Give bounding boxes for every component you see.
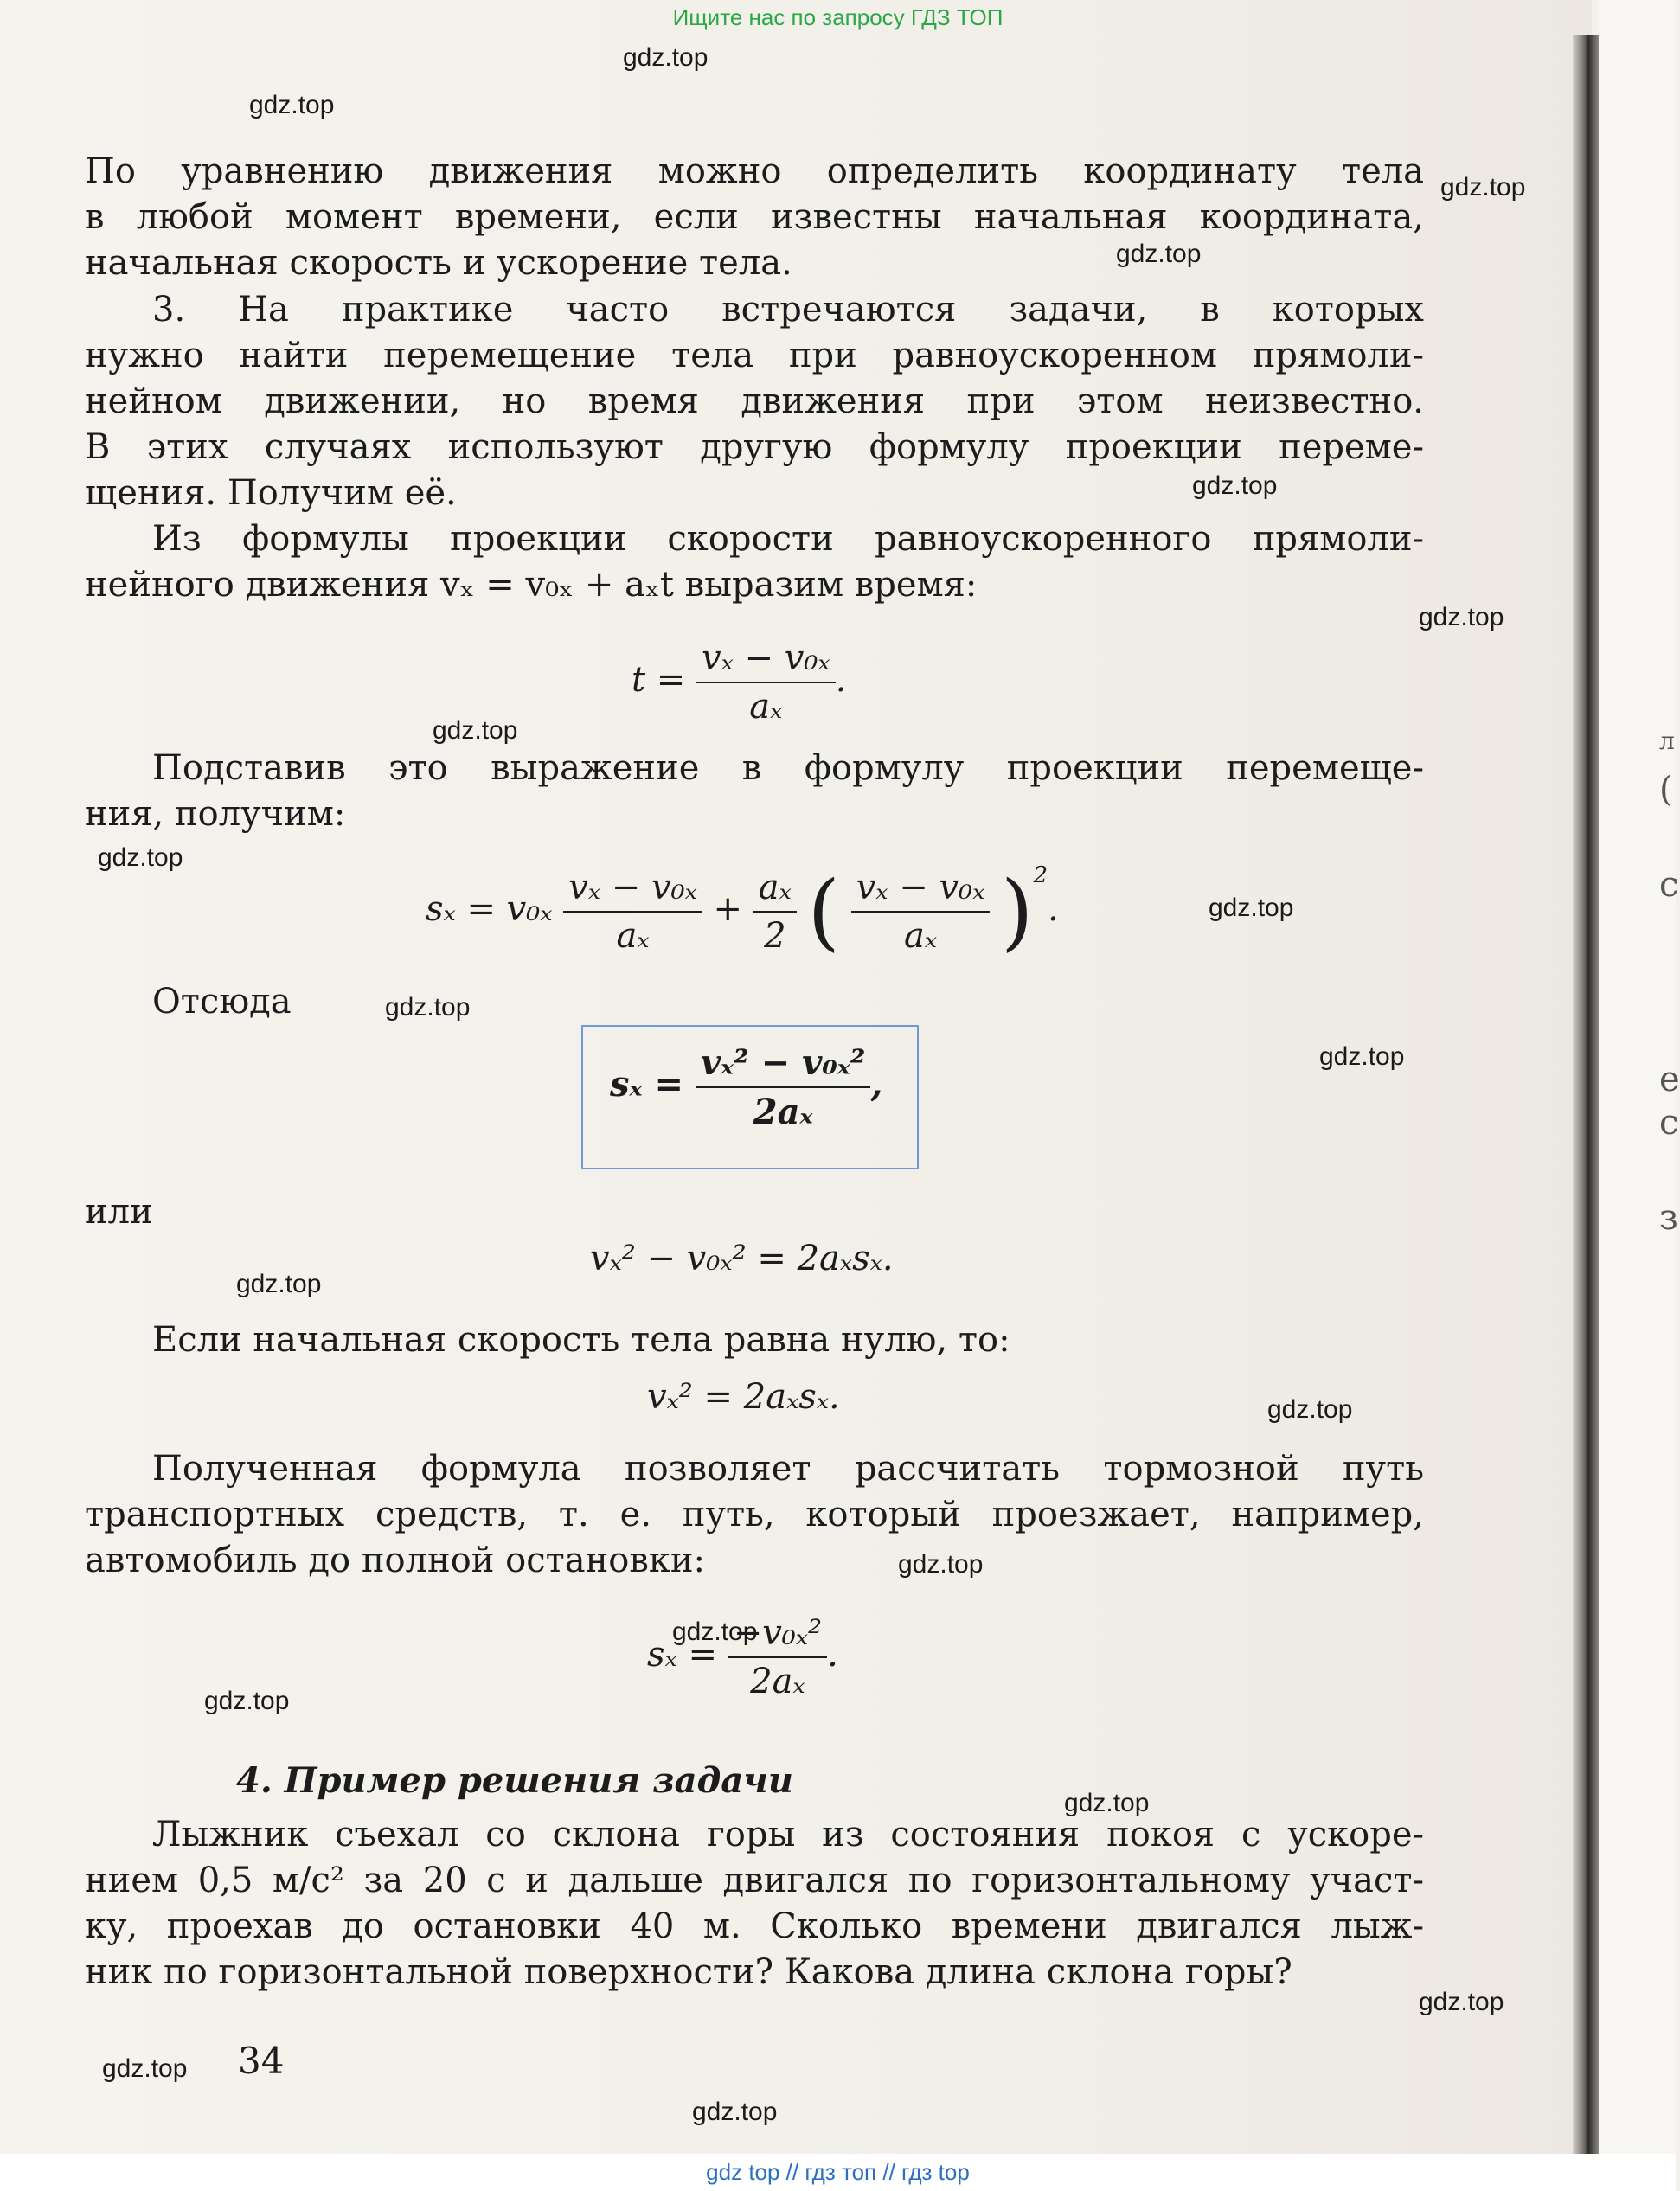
formula-time	[632, 638, 846, 727]
word-ili	[85, 1189, 344, 1235]
fraction-denominator: 2aₓ	[753, 1092, 813, 1132]
paragraph-section-3	[85, 287, 1424, 516]
fraction-numerator: vₓ² − v₀ₓ²	[696, 1042, 870, 1088]
watermark: gdz.top	[236, 1270, 322, 1298]
watermark: gdz.top	[1116, 240, 1202, 268]
paragraph-velocity-formula	[85, 516, 1424, 608]
watermark: gdz.top	[385, 993, 471, 1022]
next-page-char: (	[1659, 770, 1673, 810]
watermark: gdz.top	[249, 91, 335, 119]
text-line: ку, проехав до остановки 40 м. Сколько времени двигался лыж-	[85, 1906, 1424, 1946]
paragraph-braking	[85, 1446, 1424, 1584]
section-heading: 4. Пример решения задачи	[236, 1760, 793, 1801]
watermark: gdz.top	[1192, 471, 1278, 500]
watermark: gdz.top	[204, 1687, 290, 1715]
next-page-char: с	[1659, 1103, 1679, 1143]
text-line: нужно найти перемещение тела при равноускоренном прямоли-	[85, 336, 1424, 375]
text-line: По уравнению движения можно определить координату тела	[85, 151, 1424, 191]
text-line: или	[85, 1192, 153, 1232]
fraction	[696, 638, 836, 727]
watermark: gdz.top	[692, 2098, 778, 2126]
text-line: щения. Получим её.	[85, 473, 457, 513]
fraction	[851, 868, 991, 956]
text-line: автомобиль до полной остановки:	[85, 1541, 705, 1580]
text-line: Если начальная скорость тела равна нулю, то:	[152, 1320, 1010, 1360]
paren-open: (	[807, 863, 840, 960]
plus-sign: +	[713, 889, 743, 929]
fraction-denominator: aₓ	[903, 916, 938, 956]
formula-punct: .	[1048, 889, 1059, 929]
text-line: 3. На практике часто встречаются задачи, в которых	[152, 290, 1424, 330]
watermark: gdz.top	[1419, 603, 1504, 631]
formula-punct: ,	[870, 1064, 883, 1105]
exponent: 2	[1033, 862, 1048, 888]
text-line: нейного движения vₓ = v₀ₓ + aₓt выразим время:	[85, 565, 978, 605]
fraction	[696, 1042, 870, 1132]
next-page-char: з	[1659, 1198, 1678, 1238]
formula-zero-velocity: vₓ² = 2aₓsₓ.	[647, 1377, 840, 1417]
text-line: ник по горизонтальной поверхности? Какова длина склона горы?	[85, 1952, 1292, 1992]
watermark: gdz.top	[1064, 1789, 1150, 1817]
fraction-denominator: aₓ	[616, 916, 650, 956]
text-line: Полученная формула позволяет рассчитать тормозной путь	[152, 1449, 1424, 1489]
text-line: начальная скорость и ускорение тела.	[85, 243, 792, 283]
next-page-char: с	[1659, 865, 1679, 905]
formula-alt: vₓ² − v₀ₓ² = 2aₓsₓ.	[590, 1239, 894, 1278]
text-line: Из формулы проекции скорости равноускоренного прямоли-	[152, 519, 1424, 559]
formula-displacement-main	[610, 1042, 882, 1132]
paragraph-coordinate	[85, 149, 1424, 286]
fraction-numerator: vₓ − v₀ₓ	[563, 868, 702, 913]
bottom-banner[interactable]: gdz top // гдз топ // гдз top	[0, 2154, 1676, 2191]
formula-punct: .	[835, 660, 847, 700]
next-page-char: л	[1659, 727, 1675, 755]
next-page-char: е	[1659, 1060, 1680, 1099]
watermark: gdz.top	[98, 843, 183, 872]
text-line: Отсюда	[152, 982, 292, 1022]
fraction	[563, 868, 702, 956]
formula-displacement-substituted	[426, 863, 1059, 960]
watermark: gdz.top	[672, 1618, 758, 1646]
watermark: gdz.top	[433, 716, 518, 745]
fraction-numerator: vₓ − v₀ₓ	[696, 638, 836, 683]
formula-lhs: sₓ =	[610, 1064, 683, 1105]
text-line: ния, получим:	[85, 794, 346, 834]
text-line: нием 0,5 м/с² за 20 с и дальше двигался по горизонтальному участ-	[85, 1861, 1424, 1900]
top-banner[interactable]: Ищите нас по запросу ГДЗ ТОП	[672, 4, 1004, 30]
formula-lhs: sₓ = v₀ₓ	[426, 889, 553, 929]
text-line: Лыжник съехал со склона горы из состояния покоя с ускоре-	[152, 1815, 1424, 1855]
formula-braking	[647, 1613, 838, 1701]
text-line: В этих случаях используют другую формулу проекции переме-	[85, 427, 1424, 467]
word-otsyuda	[85, 979, 431, 1025]
fraction-numerator: −v₀ₓ²	[728, 1613, 827, 1658]
watermark: gdz.top	[623, 43, 709, 72]
paragraph-substitution	[85, 746, 1424, 837]
watermark: gdz.top	[1267, 1395, 1353, 1424]
formula-punct: .	[827, 1635, 838, 1675]
fraction	[728, 1613, 827, 1701]
fraction-denominator: aₓ	[749, 687, 783, 727]
paragraph-example-problem	[85, 1812, 1424, 1996]
watermark: gdz.top	[1209, 894, 1294, 922]
fraction-numerator: vₓ − v₀ₓ	[851, 868, 991, 913]
text-line: транспортных средств, т. е. путь, который проезжает, например,	[85, 1495, 1424, 1534]
watermark: gdz.top	[1319, 1042, 1405, 1071]
text-line: нейном движении, но время движения при этом неизвестно.	[85, 381, 1424, 421]
text-line: в любой момент времени, если известны начальная координата,	[85, 197, 1424, 237]
formula-lhs: t =	[632, 660, 686, 700]
fraction-denominator: 2	[764, 916, 786, 956]
paragraph-zero-velocity	[85, 1317, 1424, 1363]
fraction-numerator: aₓ	[753, 868, 797, 913]
watermark: gdz.top	[1440, 173, 1526, 202]
watermark: gdz.top	[898, 1550, 984, 1579]
fraction-denominator: 2aₓ	[750, 1662, 805, 1701]
text-line: Подставив это выражение в формулу проекции перемеще-	[152, 748, 1424, 788]
paren-close: )	[1001, 863, 1034, 960]
fraction	[753, 868, 797, 956]
watermark: gdz.top	[1419, 1988, 1504, 2016]
formula-lhs: sₓ =	[647, 1635, 717, 1675]
book-spine-shadow	[1573, 35, 1599, 2154]
page-number: 34	[238, 2040, 285, 2082]
watermark: gdz.top	[102, 2054, 188, 2083]
